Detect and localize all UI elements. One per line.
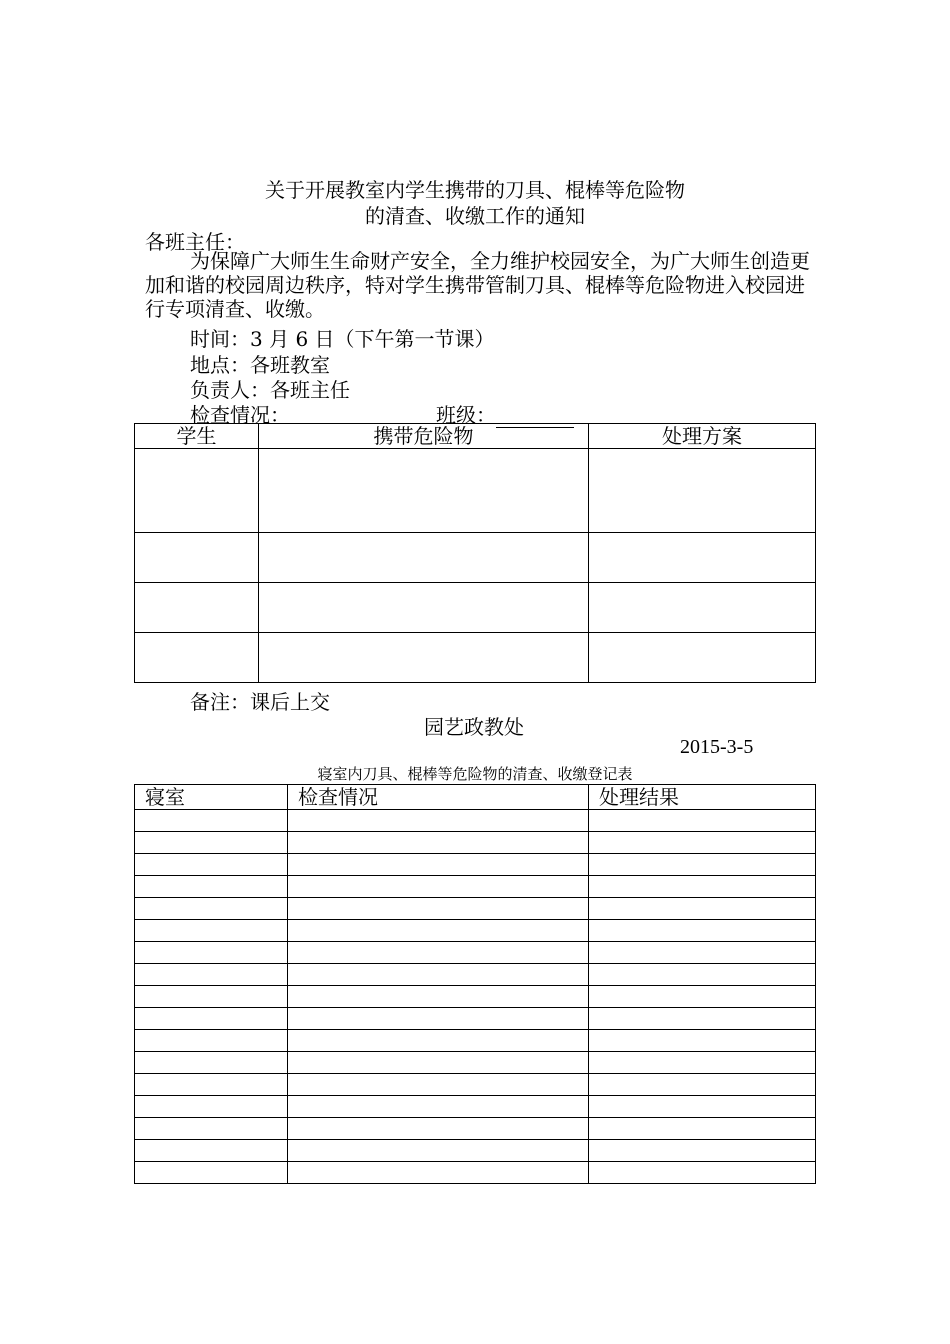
table-cell[interactable] bbox=[589, 964, 816, 986]
table-cell[interactable] bbox=[589, 876, 816, 898]
table-cell[interactable] bbox=[259, 533, 589, 583]
table-row bbox=[135, 1140, 816, 1162]
table-cell[interactable] bbox=[589, 986, 816, 1008]
table-cell[interactable] bbox=[589, 1162, 816, 1184]
table-cell[interactable] bbox=[288, 1162, 589, 1184]
table-cell[interactable] bbox=[135, 449, 259, 533]
table-cell[interactable] bbox=[135, 854, 288, 876]
table-cell[interactable] bbox=[589, 898, 816, 920]
table-row bbox=[135, 876, 816, 898]
table-cell[interactable] bbox=[288, 986, 589, 1008]
table-cell[interactable] bbox=[135, 876, 288, 898]
table-cell[interactable] bbox=[589, 1008, 816, 1030]
table-row bbox=[135, 832, 816, 854]
table-cell[interactable] bbox=[589, 942, 816, 964]
table-cell[interactable] bbox=[589, 920, 816, 942]
table-cell[interactable] bbox=[259, 583, 589, 633]
table-cell[interactable] bbox=[589, 583, 816, 633]
table-cell[interactable] bbox=[288, 832, 589, 854]
table-cell[interactable] bbox=[288, 1030, 589, 1052]
table-cell[interactable] bbox=[135, 1052, 288, 1074]
table-row bbox=[135, 810, 816, 832]
table-row bbox=[135, 854, 816, 876]
table-cell[interactable] bbox=[589, 533, 816, 583]
table-row bbox=[135, 898, 816, 920]
table-cell[interactable] bbox=[589, 1118, 816, 1140]
table-cell[interactable] bbox=[288, 1096, 589, 1118]
table-cell[interactable] bbox=[135, 920, 288, 942]
table-row bbox=[135, 583, 816, 633]
table-cell[interactable] bbox=[589, 633, 816, 683]
notice-paragraph: 为保障广大师生生命财产安全，全力维护校园安全，为广大师生创造更加和谐的校园周边秩序，特对学生携带管制刀具、棍棒等危险物进入校园进行专项清查、收缴。 bbox=[145, 249, 810, 321]
table-cell[interactable] bbox=[288, 920, 589, 942]
table-cell[interactable] bbox=[135, 1008, 288, 1030]
table2-header-result: 处理结果 bbox=[589, 785, 816, 810]
table-cell[interactable] bbox=[135, 1096, 288, 1118]
table-cell[interactable] bbox=[288, 1052, 589, 1074]
issuer: 园艺政教处 bbox=[424, 715, 524, 739]
table-cell[interactable] bbox=[135, 583, 259, 633]
time-line: 时间：3 月 6 日（下午第一节课） bbox=[190, 327, 495, 351]
table-cell[interactable] bbox=[135, 1162, 288, 1184]
table-row bbox=[135, 986, 816, 1008]
table-row bbox=[135, 633, 816, 683]
table-cell[interactable] bbox=[589, 1096, 816, 1118]
table-row bbox=[135, 920, 816, 942]
table-cell[interactable] bbox=[135, 1140, 288, 1162]
table-cell[interactable] bbox=[288, 1074, 589, 1096]
dorm-table-body bbox=[135, 810, 816, 1184]
table-cell[interactable] bbox=[589, 854, 816, 876]
remark: 备注：课后上交 bbox=[190, 690, 330, 714]
table-cell[interactable] bbox=[259, 633, 589, 683]
table-row bbox=[135, 1074, 816, 1096]
table-row bbox=[135, 1030, 816, 1052]
place-line: 地点：各班教室 bbox=[190, 353, 330, 377]
inspection-label: 检查情况： bbox=[190, 403, 290, 427]
table-row bbox=[135, 533, 816, 583]
table2-header-inspection: 检查情况 bbox=[288, 785, 589, 810]
table-row bbox=[135, 449, 816, 533]
table-cell[interactable] bbox=[135, 633, 259, 683]
table-cell[interactable] bbox=[589, 1052, 816, 1074]
table-cell[interactable] bbox=[288, 810, 589, 832]
table-cell[interactable] bbox=[135, 832, 288, 854]
table-cell[interactable] bbox=[135, 533, 259, 583]
table-cell[interactable] bbox=[135, 986, 288, 1008]
table-row bbox=[135, 1162, 816, 1184]
table1-header-item: 携带危险物 bbox=[259, 424, 589, 449]
notice-title-line1: 关于开展教室内学生携带的刀具、棍棒等危险物 bbox=[265, 178, 685, 202]
table-row bbox=[135, 1008, 816, 1030]
table-row bbox=[135, 964, 816, 986]
table-cell[interactable] bbox=[135, 898, 288, 920]
table-cell[interactable] bbox=[135, 1074, 288, 1096]
table2-header-dorm: 寝室 bbox=[135, 785, 288, 810]
table-cell[interactable] bbox=[135, 964, 288, 986]
table1-header-action: 处理方案 bbox=[589, 424, 816, 449]
table-cell[interactable] bbox=[589, 810, 816, 832]
table-cell[interactable] bbox=[589, 832, 816, 854]
table-row bbox=[135, 1096, 816, 1118]
salutation: 各班主任： bbox=[145, 230, 245, 254]
table-cell[interactable] bbox=[288, 1140, 589, 1162]
table-cell[interactable] bbox=[135, 1118, 288, 1140]
table-cell[interactable] bbox=[589, 449, 816, 533]
table-cell[interactable] bbox=[288, 964, 589, 986]
table-cell[interactable] bbox=[288, 876, 589, 898]
table-cell[interactable] bbox=[589, 1074, 816, 1096]
table-cell[interactable] bbox=[259, 449, 589, 533]
table-cell[interactable] bbox=[288, 1008, 589, 1030]
table-row bbox=[135, 942, 816, 964]
notice-title-line2: 的清查、收缴工作的通知 bbox=[365, 204, 585, 228]
table-row bbox=[135, 1052, 816, 1074]
student-inspection-table bbox=[134, 423, 816, 683]
class-label: 班级： bbox=[436, 403, 496, 427]
table-cell[interactable] bbox=[135, 942, 288, 964]
table-cell[interactable] bbox=[589, 1140, 816, 1162]
table-cell[interactable] bbox=[288, 854, 589, 876]
table-cell[interactable] bbox=[288, 898, 589, 920]
table-cell[interactable] bbox=[589, 1030, 816, 1052]
person-line: 负责人：各班主任 bbox=[190, 378, 350, 402]
table-row bbox=[135, 1118, 816, 1140]
table-cell[interactable] bbox=[288, 942, 589, 964]
issue-date: 2015-3-5 bbox=[680, 736, 754, 758]
table-cell[interactable] bbox=[135, 1030, 288, 1052]
dorm-table-caption: 寝室内刀具、棍棒等危险物的清查、收缴登记表 bbox=[317, 765, 633, 783]
table-cell[interactable] bbox=[135, 810, 288, 832]
table-cell[interactable] bbox=[288, 1118, 589, 1140]
dorm-register-table bbox=[134, 784, 816, 1184]
table1-header-student: 学生 bbox=[135, 424, 259, 449]
